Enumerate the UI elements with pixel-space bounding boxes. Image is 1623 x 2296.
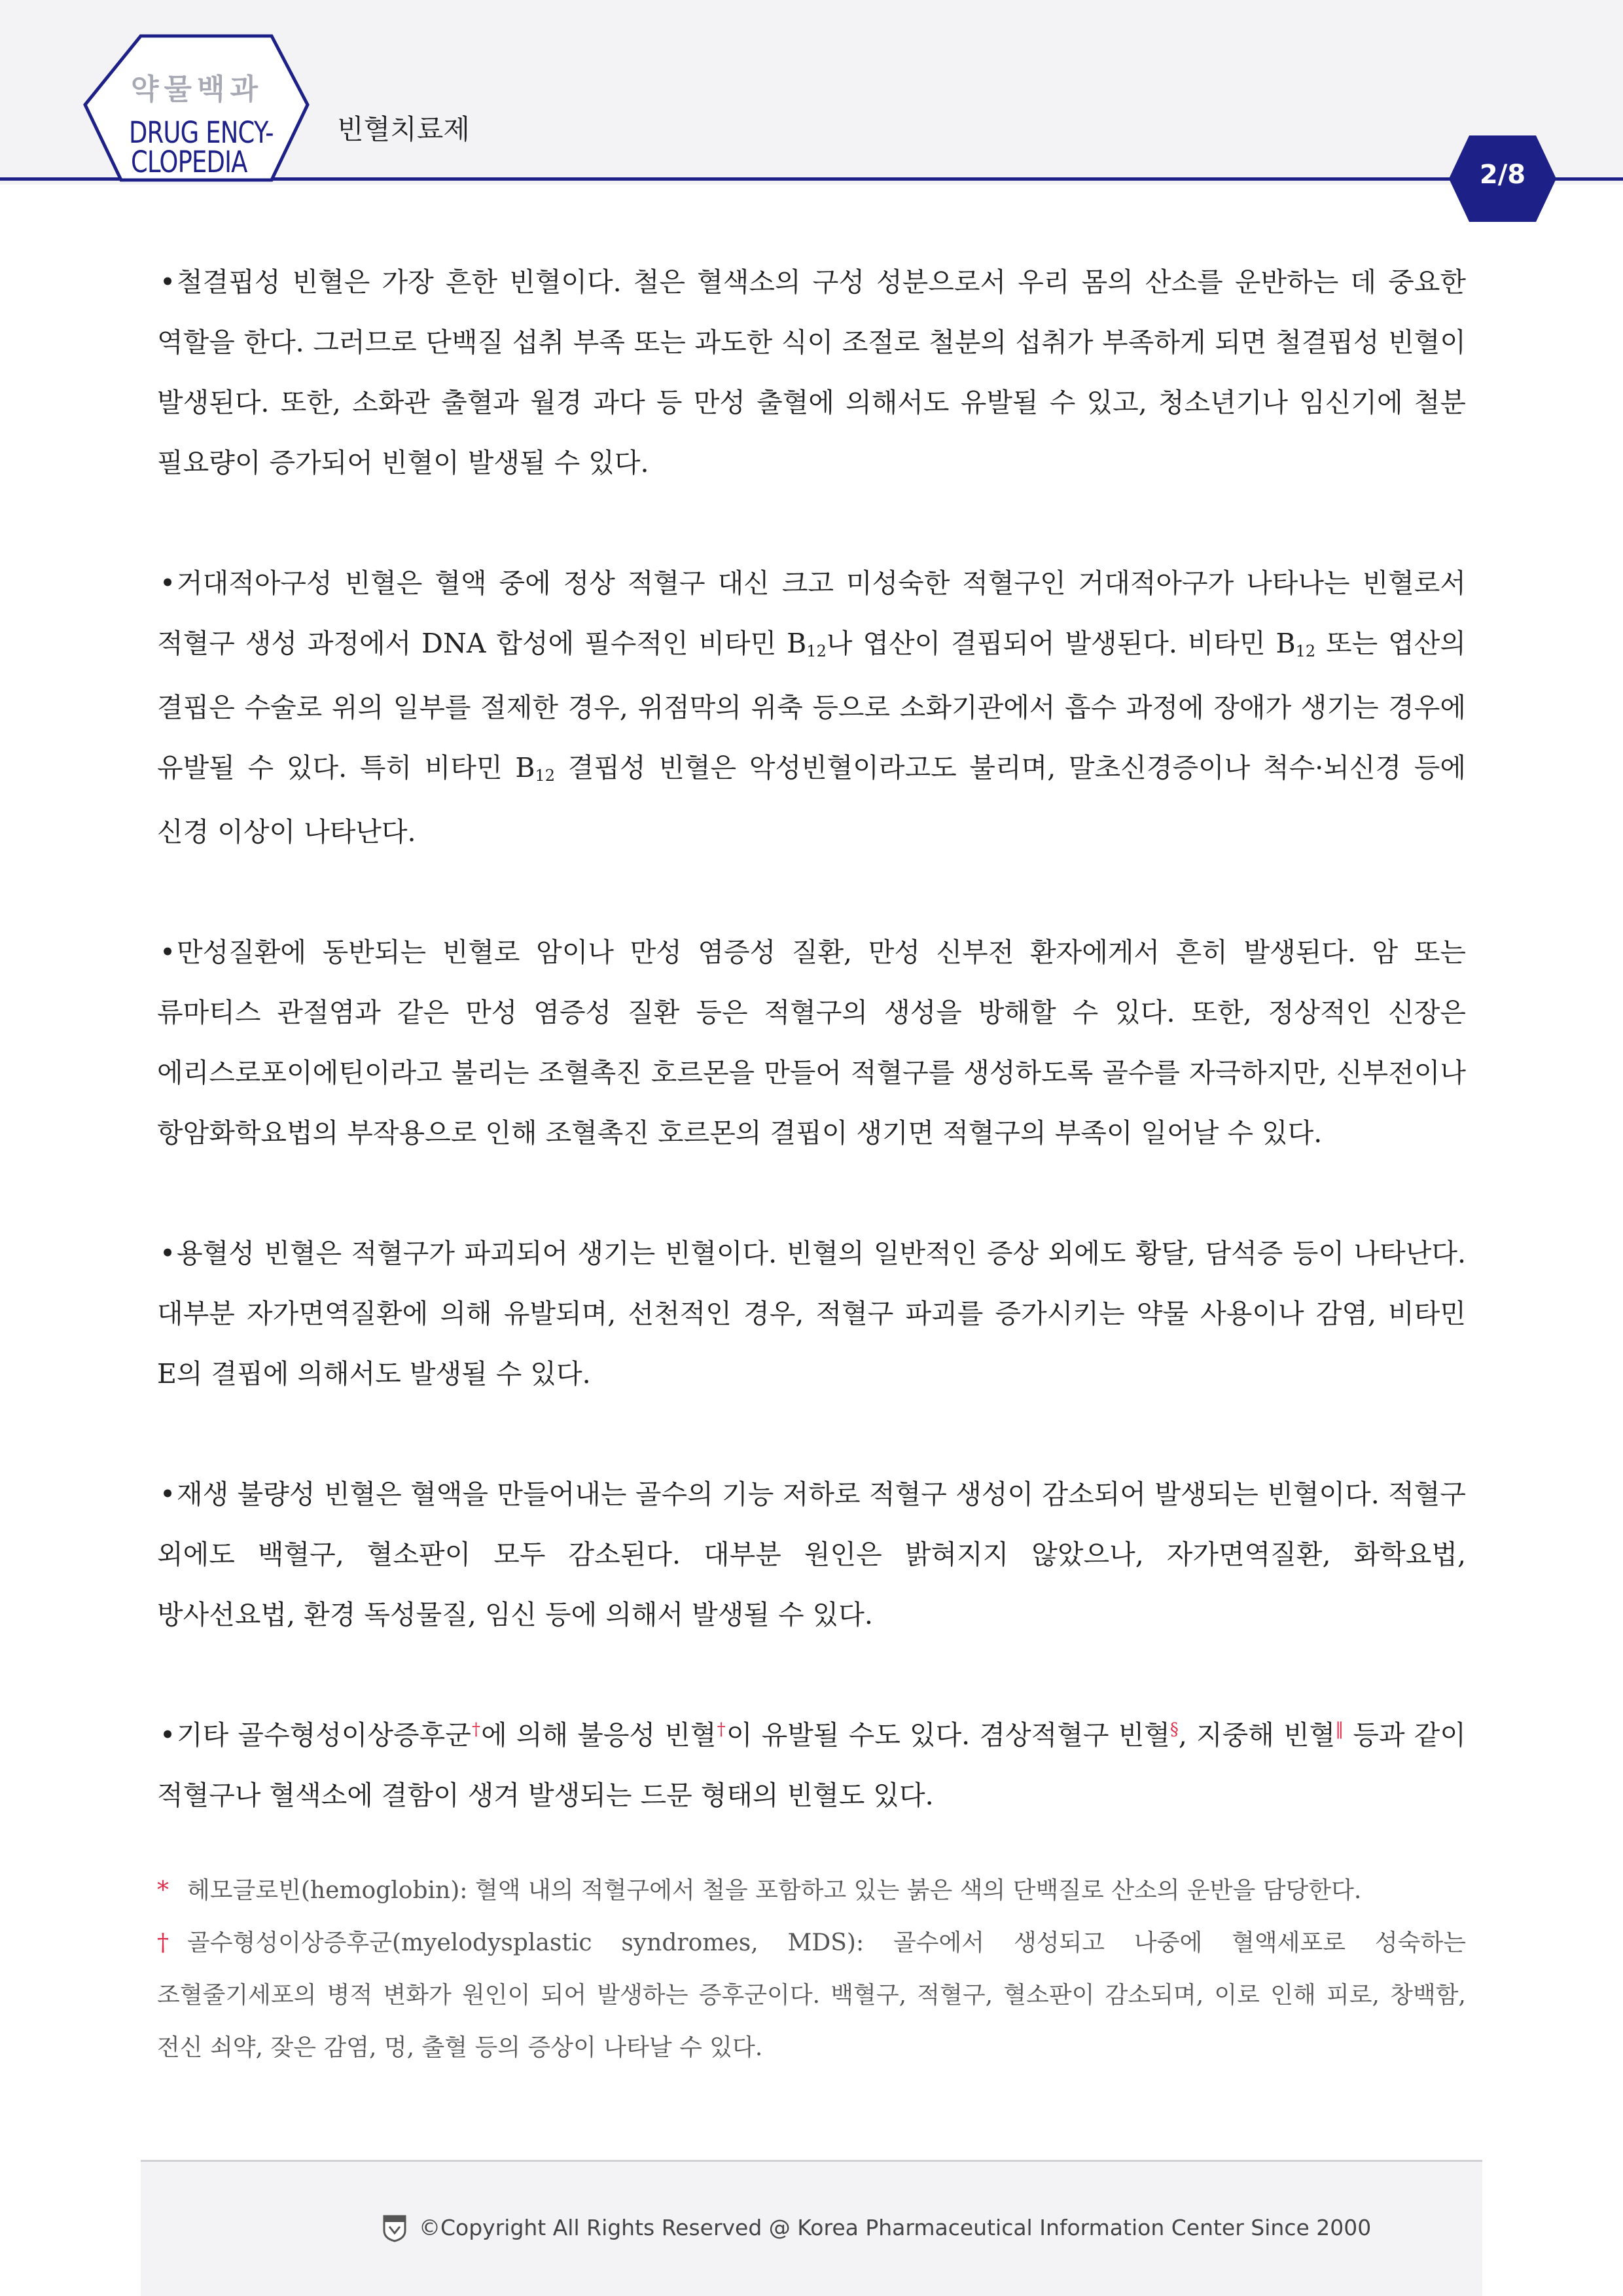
paragraph-chronic-disease bbox=[157, 922, 1466, 1163]
paragraph-text-segment: 결핍성 빈혈은 악성빈혈이라고도 불리며, 말초신경증이나 척수·뇌신경 등에 신경 이상이 나타난다. bbox=[157, 752, 1466, 848]
page-indicator: 2/8 bbox=[1479, 160, 1526, 190]
paragraph-megaloblastic bbox=[157, 553, 1466, 862]
bullet: • bbox=[160, 1719, 176, 1751]
logo-english-line1: DRUG ENCY- bbox=[129, 115, 274, 150]
footnote-text: 헤모글로빈(hemoglobin): 혈액 내의 적혈구에서 철을 포함하고 있는 붉은 색의 단백질로 산소의 운반을 담당한다. bbox=[187, 1877, 1362, 1904]
footnote-marker: § bbox=[1169, 1719, 1179, 1740]
copyright-text: ©Copyright All Rights Reserved @ Korea Pharmaceutical Information Center Since 2000 bbox=[419, 2215, 1372, 2240]
kpic-shield-icon bbox=[382, 2214, 408, 2242]
paragraph-aplastic bbox=[157, 1464, 1466, 1645]
footnote-hemoglobin bbox=[157, 1865, 1466, 1917]
paragraph-text-segment: 이 유발될 수도 있다. 겸상적혈구 빈혈 bbox=[726, 1719, 1170, 1751]
subscript: 12 bbox=[1295, 642, 1316, 660]
subscript: 12 bbox=[806, 642, 827, 660]
paragraph-text-segment: 나 엽산이 결핍되어 발생된다. 비타민 B bbox=[826, 628, 1296, 659]
paragraph-hemolytic bbox=[157, 1223, 1466, 1404]
paragraph-text-segment: 기타 골수형성이상증후군 bbox=[177, 1719, 471, 1751]
paragraph-text-segment: 거대적아구성 빈혈은 혈액 중에 정상 적혈구 대신 크고 미성숙한 적혈구인 거대적아구가 나타나는 빈혈로서 적혈구 생성 과정에서 DNA 합성에 필수적인 비타민 B bbox=[157, 567, 1466, 659]
footnote-text: 골수형성이상증후군(myelodysplastic syndromes, MDS): 골수에서 생성되고 나중에 혈액세포로 성숙하는 조혈줄기세포의 병적 변화가 원인이 되어 발생하는 증후군이다. 백혈구, 적혈구, 혈소판이 감소되며, 이로 인해 피로, 창백함, 전신 쇠약, 잦은 감염, 멍, 출혈 등의 증상이 나타날 수 있다. bbox=[157, 1929, 1466, 2061]
logo-korean: 약물백과 bbox=[131, 73, 264, 106]
paragraph-text-segment: 또는 엽산의 결핍은 수술로 위의 일부를 절제한 경우, 위점막의 위축 등으로 소화기관에서 흡수 과정에 장애가 생기는 경우에 유발될 수 있다. 특히 비타민 B bbox=[157, 628, 1466, 783]
subscript: 12 bbox=[535, 766, 556, 785]
bullet: • bbox=[160, 937, 176, 968]
paragraph-text: 만성질환에 동반되는 빈혈로 암이나 만성 염증성 질환, 만성 신부전 환자에게서 흔히 발생된다. 암 또는 류마티스 관절염과 같은 만성 염증성 질환 등은 적혈구의 생성을 방해할 수 있다. 또한, 정상적인 신장은 에리스로포이에틴이라고 불리는 조혈촉진 호르몬을 만들어 적혈구를 생성하도록 골수를 자극하지만, 신부전이나 항암화학요법의 부작용으로 인해 조혈촉진 호르몬의 결핍이 생기면 적혈구의 부족이 일어날 수 있다. bbox=[157, 937, 1466, 1149]
header-title: 빈혈치료제 bbox=[337, 113, 470, 145]
bullet: • bbox=[160, 567, 176, 599]
paragraph-text: 재생 불량성 빈혈은 혈액을 만들어내는 골수의 기능 저하로 적혈구 생성이 감소되어 발생되는 빈혈이다. 적혈구 외에도 백혈구, 혈소판이 모두 감소된다. 대부분 원인은 밝혀지지 않았으나, 자가면역질환, 화학요법, 방사선요법, 환경 독성물질, 임신 등에 의해서 발생될 수 있다. bbox=[157, 1479, 1466, 1630]
footnote-marker: ‖ bbox=[1335, 1719, 1344, 1740]
footnote-marker: † bbox=[157, 1929, 169, 1956]
bullet: • bbox=[160, 1479, 176, 1510]
bullet: • bbox=[160, 1238, 176, 1269]
footnote-mds bbox=[157, 1917, 1466, 2074]
paragraph-text-segment: , 지중해 빈혈 bbox=[1178, 1719, 1336, 1751]
paragraph-text-segment: 에 의해 불응성 빈혈 bbox=[481, 1719, 717, 1751]
paragraph-text: 용혈성 빈혈은 적혈구가 파괴되어 생기는 빈혈이다. 빈혈의 일반적인 증상 외에도 황달, 담석증 등이 나타난다. 대부분 자가면역질환에 의해 유발되며, 선천적인 경우, 적혈구 파괴를 증가시키는 약물 사용이나 감염, 비타민 E의 결핍에 의해서도 발생될 수 있다. bbox=[157, 1238, 1466, 1390]
paragraph-text-segment: 등과 같이 적혈구나 혈색소에 결함이 생겨 발생되는 드문 형태의 빈혈도 있다. bbox=[157, 1719, 1467, 1811]
main-content bbox=[157, 252, 1466, 2074]
paragraph-other bbox=[157, 1705, 1466, 1825]
logo-english-line2: CLOPEDIA bbox=[131, 145, 247, 179]
footnote-marker: † bbox=[471, 1719, 482, 1740]
bullet: • bbox=[160, 266, 176, 298]
footnote-marker: † bbox=[716, 1719, 726, 1740]
paragraph-iron-deficiency bbox=[157, 252, 1466, 493]
footnote-marker: * bbox=[157, 1877, 169, 1904]
paragraph-text: 철결핍성 빈혈은 가장 흔한 빈혈이다. 철은 혈색소의 구성 성분으로서 우리 몸의 산소를 운반하는 데 중요한 역할을 한다. 그러므로 단백질 섭취 부족 또는 과도한 식이 조절로 철분의 섭취가 부족하게 되면 철결핍성 빈혈이 발생된다. 또한, 소화관 출혈과 월경 과다 등 만성 출혈에 의해서도 유발될 수 있고, 청소년기나 임신기에 철분 필요량이 증가되어 빈혈이 발생될 수 있다. bbox=[157, 266, 1466, 478]
